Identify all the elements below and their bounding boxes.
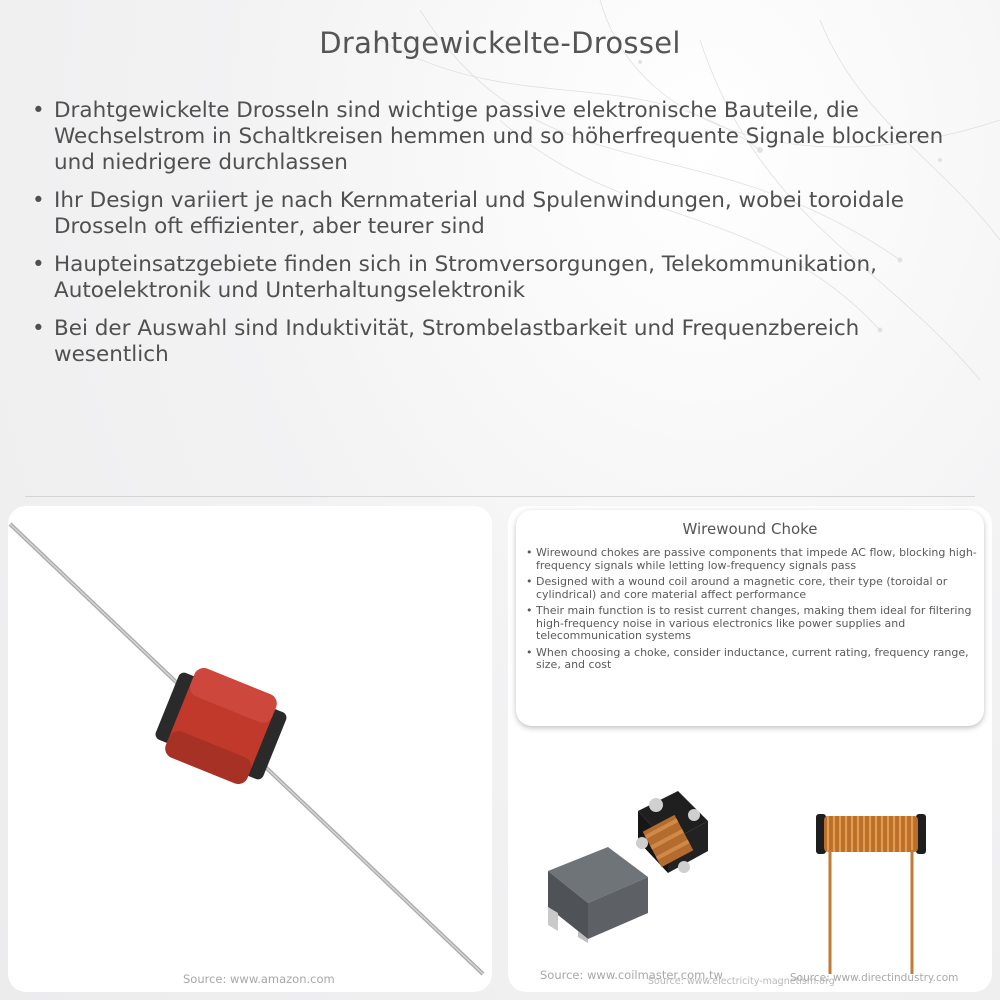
axial-choke-image — [8, 506, 492, 992]
image-source-label: Source: www.coilmaster.com.tw — [540, 968, 723, 982]
smd-choke-image — [538, 781, 738, 951]
right-image-card — [508, 506, 992, 992]
section-divider — [25, 496, 975, 497]
page-title: Drahtgewickelte-Drossel — [319, 26, 681, 60]
bullet-item: • Ihr Design variiert je nach Kernmaterial und Spulenwindungen, wobei toroidale Drosseln oft effizienter, aber teurer sind — [30, 188, 960, 240]
summary-bullet-item: • Designed with a wound coil around a magnetic core, their type (toroidal or cylindrical) and core material affect performance — [526, 576, 978, 601]
summary-bullet-item: • Wirewound chokes are passive components that impede AC flow, blocking high-frequency signals while letting low-frequency signals pass — [526, 547, 978, 572]
bullet-item: • Bei der Auswahl sind Induktivität, Strombelastbarkeit und Frequenzbereich wesentlich — [30, 316, 960, 368]
main-bullet-list — [30, 98, 960, 380]
image-source-label: Source: www.directindustry.com — [790, 972, 959, 984]
image-source-label: Source: www.amazon.com — [183, 972, 335, 986]
summary-bullet-item: • When choosing a choke, consider inductance, current rating, frequency range, size, and cost — [526, 647, 978, 672]
summary-card — [516, 510, 984, 726]
left-image-card — [8, 506, 492, 992]
bullet-item: • Drahtgewickelte Drosseln sind wichtige passive elektronische Bauteile, die Wechselstrom in Schaltkreisen hemmen und so höherfrequente Signale blockieren und niedrigere durchlassen — [30, 98, 960, 176]
image-source-label: Source: www.electricity-magnetism.org — [648, 976, 835, 987]
summary-bullet-item: • Their main function is to resist current changes, making them ideal for filtering high-frequency noise in various electronics like power supplies and telecommunication systems — [526, 605, 978, 643]
summary-card-title: Wirewound Choke — [682, 520, 818, 538]
wire-coil-image — [808, 806, 948, 986]
bullet-item: • Haupteinsatzgebiete finden sich in Stromversorgungen, Telekommunikation, Autoelektronik und Unterhaltungselektronik — [30, 252, 960, 304]
summary-bullet-list — [526, 547, 978, 676]
